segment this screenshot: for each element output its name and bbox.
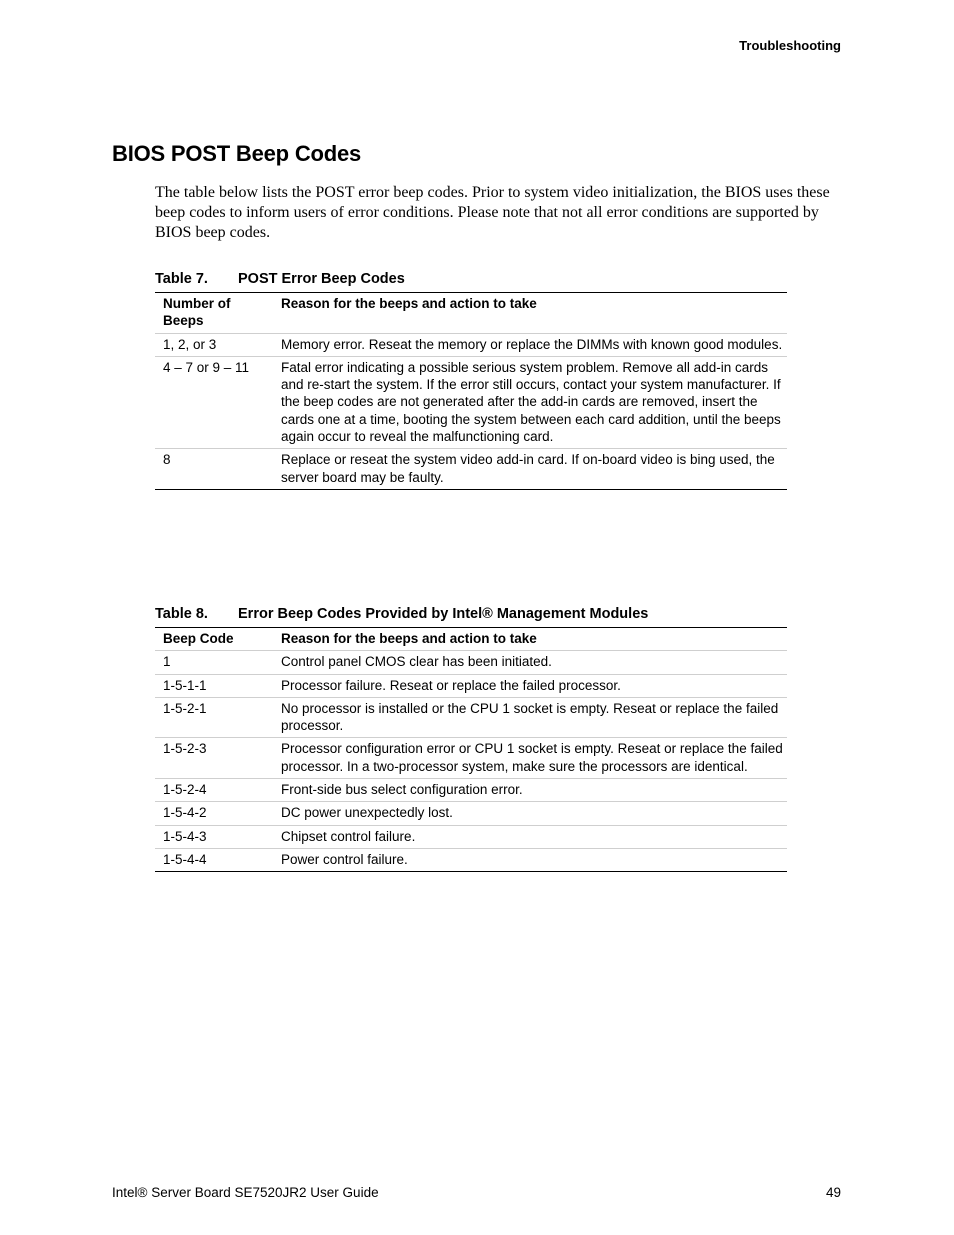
- table-header-row: [155, 628, 787, 651]
- table8-title: Error Beep Codes Provided by Intel® Management Modules: [238, 606, 649, 622]
- intro-paragraph: The table below lists the POST error beep codes. Prior to system video initialization, the BIOS uses these beep codes to inform users of error conditions. Please note that not all error conditions are supported by BIOS beep codes.: [155, 184, 830, 241]
- beep-count-cell: 4 – 7 or 9 – 11: [155, 356, 273, 448]
- beep-count-cell: 1, 2, or 3: [155, 333, 273, 356]
- post-error-beep-codes-table: [155, 292, 787, 490]
- table-row: [155, 356, 787, 448]
- beep-code-cell: 1: [155, 651, 273, 674]
- beep-code-cell: 1-5-4-3: [155, 825, 273, 848]
- beep-code-cell: 1-5-2-3: [155, 738, 273, 779]
- management-module-beep-codes-table: [155, 627, 787, 872]
- table7-title: POST Error Beep Codes: [238, 271, 405, 287]
- table-header-row: [155, 293, 787, 334]
- beep-code-cell: 1-5-1-1: [155, 674, 273, 697]
- table-row: [155, 449, 787, 490]
- table-row: [155, 651, 787, 674]
- table-row: [155, 697, 787, 738]
- column-header-beep-code: Beep Code: [155, 628, 273, 651]
- reason-cell: Chipset control failure.: [273, 825, 787, 848]
- table-row: [155, 738, 787, 779]
- reason-cell: Control panel CMOS clear has been initiated.: [273, 651, 787, 674]
- table7-number: Table 7.: [155, 271, 208, 287]
- footer-page-number: 49: [825, 1185, 841, 1200]
- beep-count-cell: 8: [155, 449, 273, 490]
- table8-number: Table 8.: [155, 606, 208, 622]
- reason-cell: Processor failure. Reseat or replace the failed processor.: [273, 674, 787, 697]
- column-header-number-of-beeps: Number of Beeps: [155, 293, 273, 334]
- table-row: [155, 802, 787, 825]
- reason-cell: Memory error. Reseat the memory or replace the DIMMs with known good modules.: [273, 333, 787, 356]
- reason-cell: Power control failure.: [273, 848, 787, 871]
- table-row: [155, 779, 787, 802]
- footer-document-title: Intel® Server Board SE7520JR2 User Guide: [112, 1185, 379, 1200]
- table8-caption: [155, 606, 648, 622]
- beep-code-cell: 1-5-4-4: [155, 848, 273, 871]
- reason-cell: Front-side bus select configuration error.: [273, 779, 787, 802]
- column-header-reason: Reason for the beeps and action to take: [273, 628, 787, 651]
- column-header-reason: Reason for the beeps and action to take: [273, 293, 787, 334]
- beep-code-cell: 1-5-2-4: [155, 779, 273, 802]
- table-row: [155, 333, 787, 356]
- reason-cell: Fatal error indicating a possible serious system problem. Remove all add-in cards and re-start the system. If the error still occurs, contact your system manufacturer. If the beep codes are not generated after the add-in cards are removed, insert the cards one at a time, booting the system between each card addition, until the beeps again occur to reveal the malfunctioning card.: [273, 356, 787, 448]
- running-header: Troubleshooting: [739, 38, 841, 53]
- reason-cell: No processor is installed or the CPU 1 socket is empty. Reseat or replace the failed processor.: [273, 697, 787, 738]
- reason-cell: Replace or reseat the system video add-in card. If on-board video is bing used, the server board may be faulty.: [273, 449, 787, 490]
- reason-cell: Processor configuration error or CPU 1 socket is empty. Reseat or replace the failed processor. In a two-processor system, make sure the processors are identical.: [273, 738, 787, 779]
- table-row: [155, 674, 787, 697]
- beep-code-cell: 1-5-4-2: [155, 802, 273, 825]
- table7-caption: [155, 271, 405, 287]
- beep-code-cell: 1-5-2-1: [155, 697, 273, 738]
- table-row: [155, 825, 787, 848]
- table-row: [155, 848, 787, 871]
- reason-cell: DC power unexpectedly lost.: [273, 802, 787, 825]
- section-title: BIOS POST Beep Codes: [112, 141, 362, 166]
